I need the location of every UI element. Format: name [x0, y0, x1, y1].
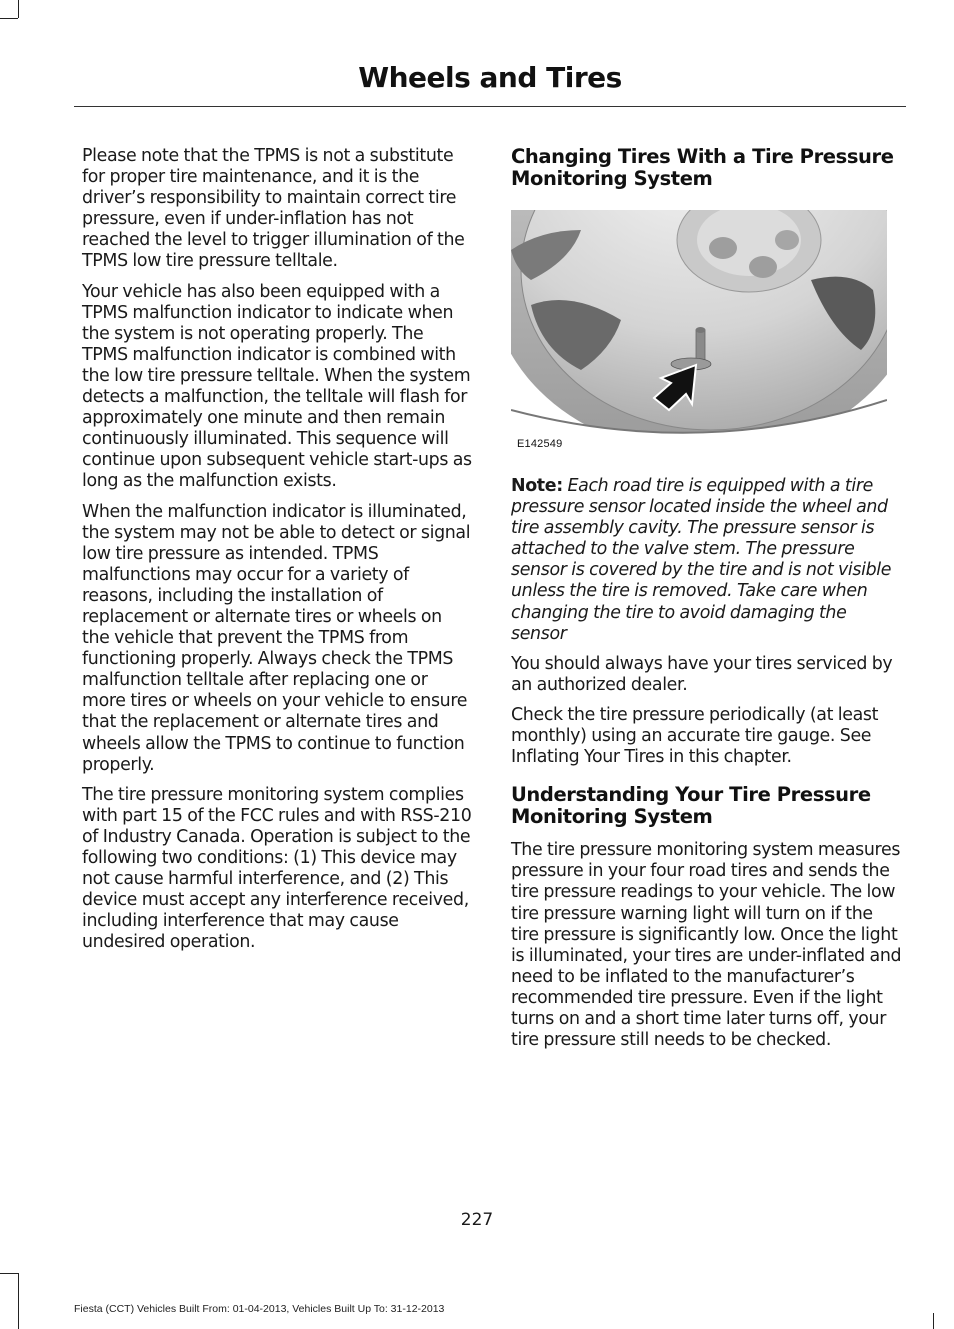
crop-mark — [0, 1273, 18, 1274]
page-title: Wheels and Tires — [358, 61, 622, 94]
left-column — [82, 146, 472, 962]
figure-code: E142549 — [517, 438, 563, 450]
section-heading: Understanding Your Tire Pressure Monitoring System — [511, 783, 871, 829]
title-divider — [74, 106, 906, 107]
page-number: 227 — [460, 1210, 494, 1230]
crop-mark — [18, 1273, 19, 1329]
tire-valve-sensor-illustration — [511, 210, 887, 456]
paragraph: When the malfunction indicator is illuminated, the system may not be able to detect or signal low tire pressure as intended. TPMS malfunctions may occur for a variety of reasons, including the installation of replacement or alternate tires or wheels on the vehicle that prevent the TPMS from functioning properly. Always check the TPMS malfunction telltale after replacing one or more tires or wheels on your vehicle to ensure that the replacement or alternate tires and wheels allow the TPMS to continue to function properly. — [82, 501, 471, 775]
paragraph: The tire pressure monitoring system complies with part 15 of the FCC rules and with RSS-210 of Industry Canada. Operation is subject to the following two conditions: (1) This device may not cause harmful interference, and (2) This device must accept any interference received, including interference that may cause undesired operation. — [82, 784, 472, 953]
paragraph: Check the tire pressure periodically (at least monthly) using an accurate tire gauge. See Inflating Your Tires in this chapter. — [511, 704, 879, 768]
note-label: Note: — [511, 476, 563, 496]
crop-mark — [933, 1313, 934, 1329]
tire-figure — [511, 210, 887, 456]
paragraph: The tire pressure monitoring system measures pressure in your four road tires and sends the tire pressure readings to your vehicle. The low tire pressure warning light will turn on if the tire pressure is significantly low. Once the light is illuminated, your tires are under-inflated and need to be inflated to the manufacturer’s recommended tire pressure. Even if the light turns on and a short time later turns off, your tire pressure still needs to be checked. — [511, 840, 902, 1051]
crop-mark — [0, 18, 18, 19]
note — [511, 476, 903, 645]
crop-mark — [18, 0, 19, 18]
paragraph: Please note that the TPMS is not a substitute for proper tire maintenance, and it is the driver’s responsibility to maintain correct tire pressure, even if under-inflation has not reached the level to trigger illumination of the TPMS low tire pressure telltale. — [82, 146, 465, 272]
note-text: Each road tire is equipped with a tire pressure sensor located inside the wheel and tire assembly cavity. The pressure sensor is attached to the valve stem. The pressure sensor is covered by the tire and is not visible unless the tire is removed. Take care when changing the tire to avoid damaging the sensor — [511, 476, 892, 644]
section-heading: Changing Tires With a Tire Pressure Monitoring System — [511, 145, 894, 190]
paragraph: You should always have your tires serviced by an authorized dealer. — [511, 653, 893, 695]
paragraph: Your vehicle has also been equipped with a TPMS malfunction indicator to indicate when the system is not operating properly. The TPMS malfunction indicator is combined with the low tire pressure telltale. When the system detects a malfunction, the telltale will flash for approximately one minute and then remain continuously illuminated. This sequence will continue upon subsequent vehicle start-ups as long as the malfunction exists. — [82, 281, 472, 492]
right-column — [511, 146, 903, 1060]
footer-text: Fiesta (CCT) Vehicles Built From: 01-04-2013, Vehicles Built Up To: 31-12-2013 — [74, 1303, 445, 1315]
